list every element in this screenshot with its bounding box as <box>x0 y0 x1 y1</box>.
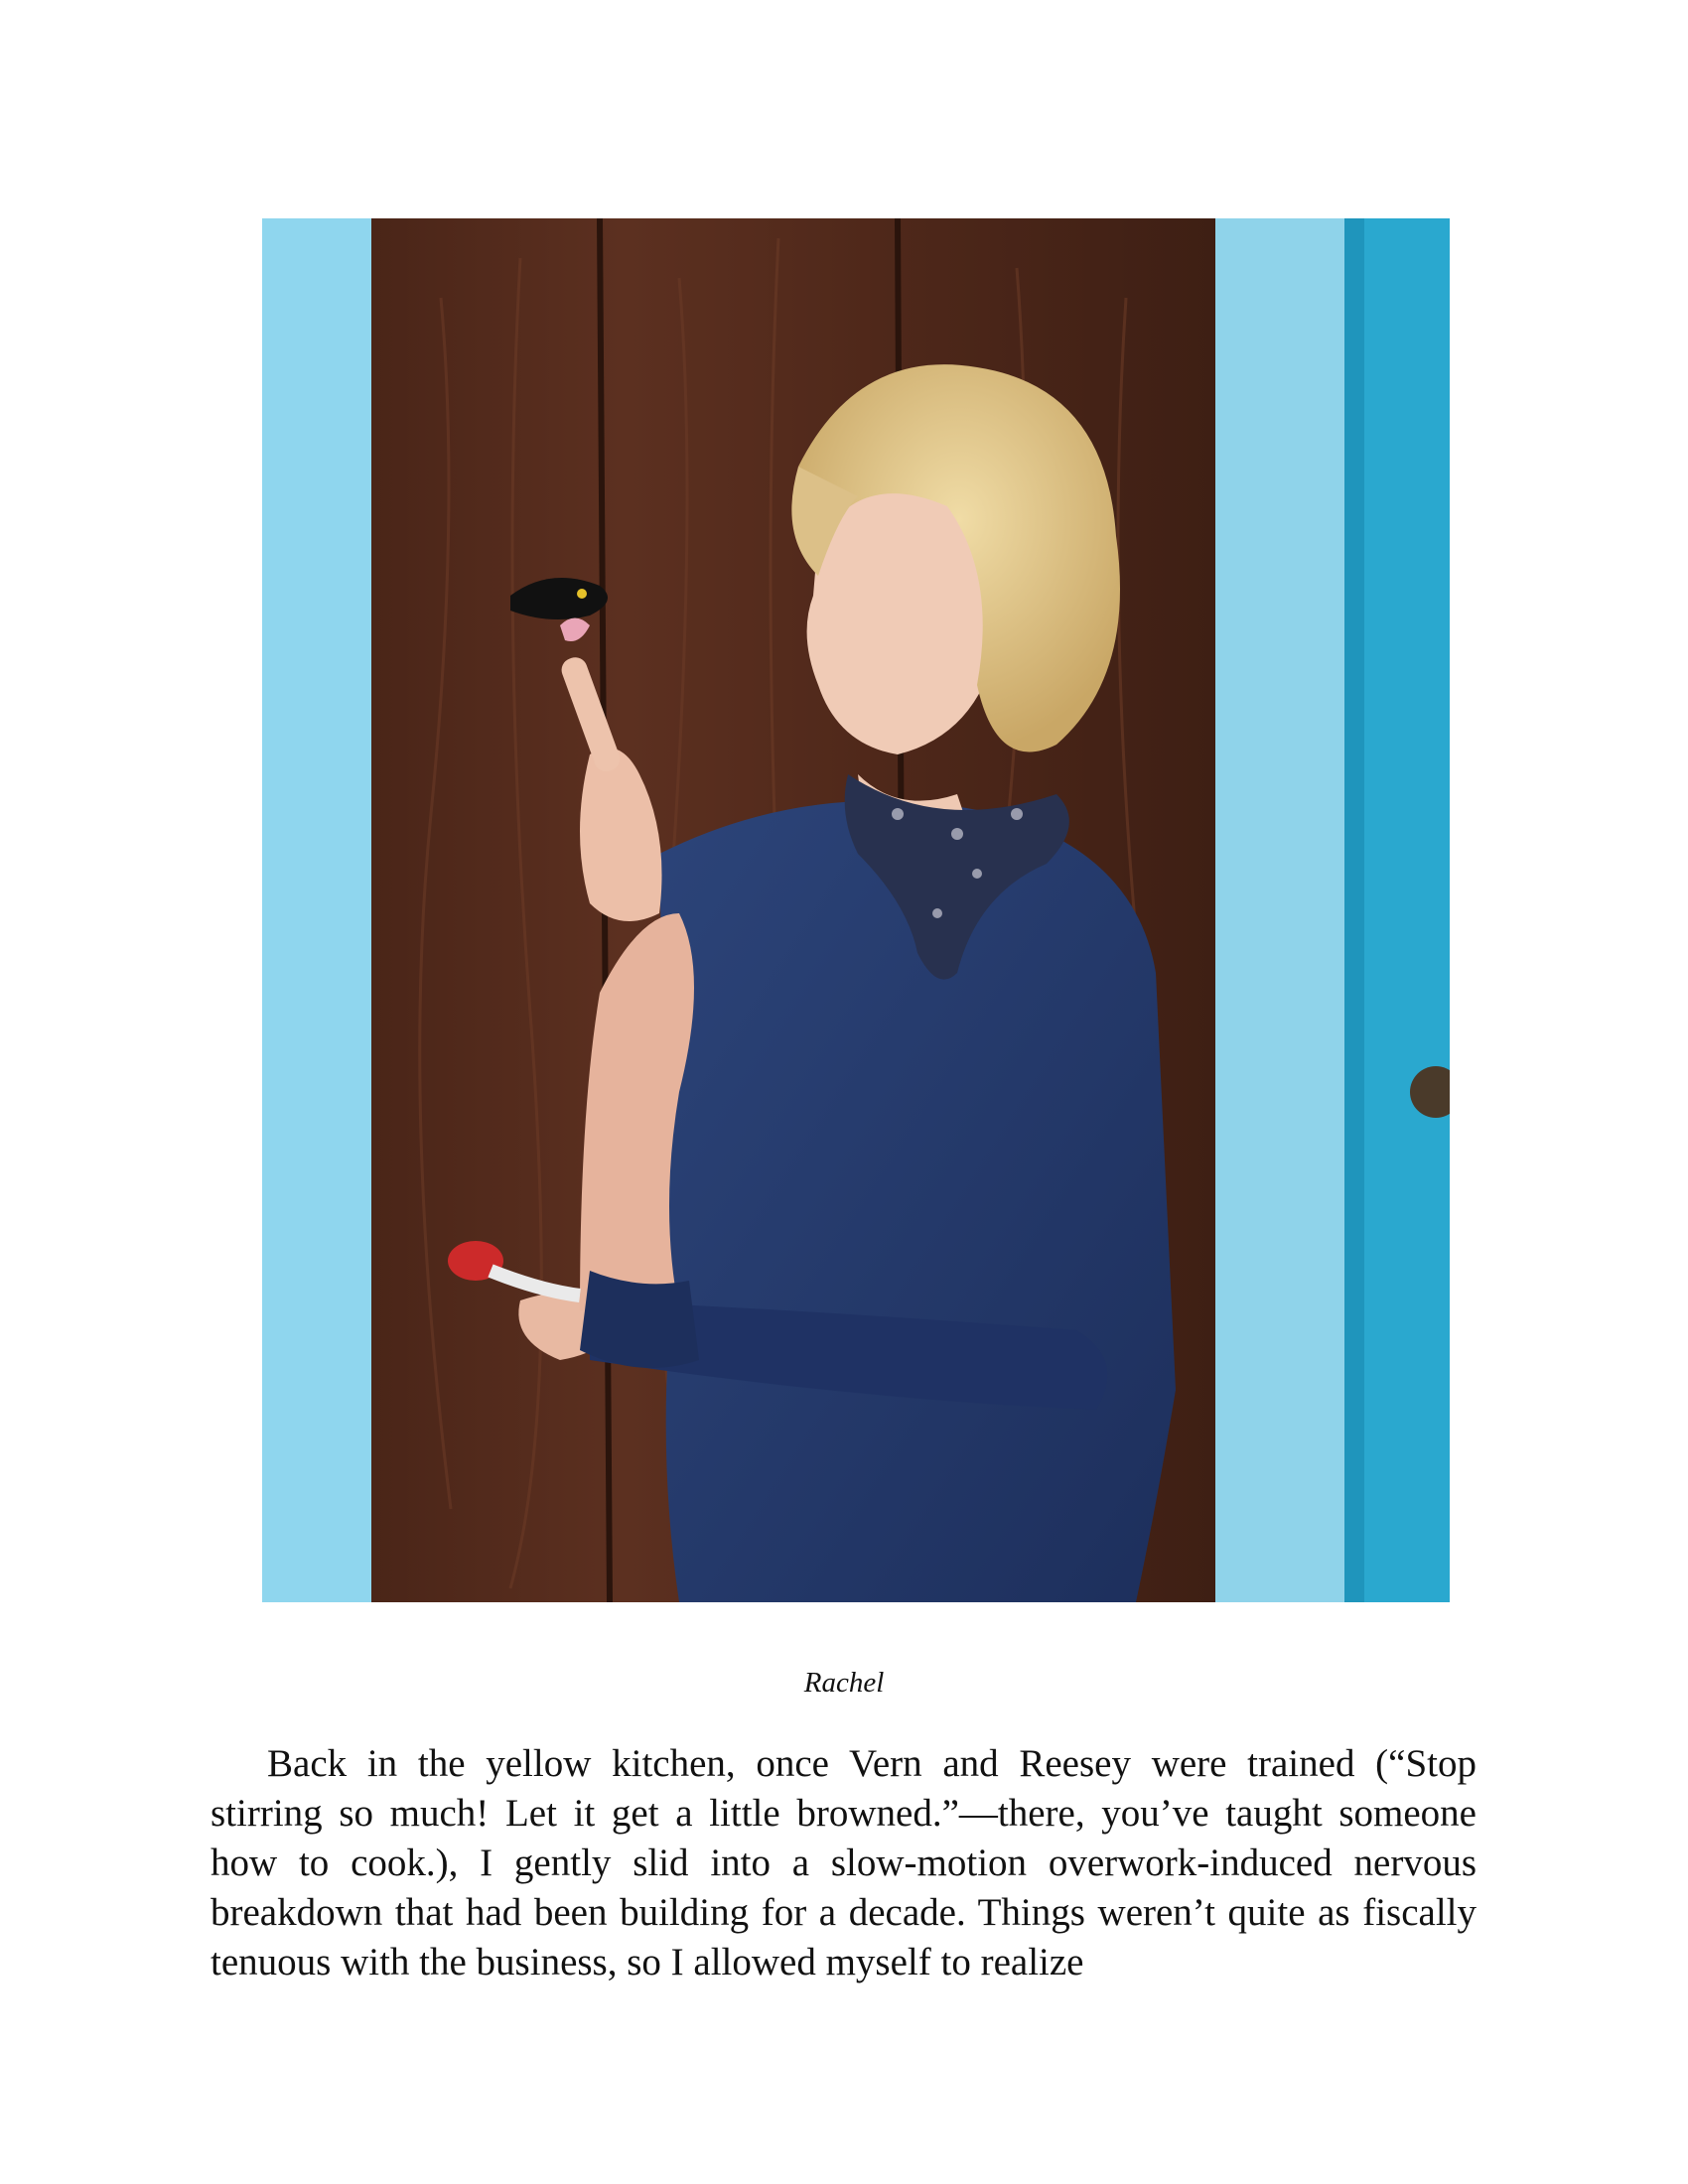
portrait-photo <box>262 218 1450 1602</box>
photo-caption: Rachel <box>803 1667 885 1699</box>
body-paragraph: Back in the yellow kitchen, once Vern and Reesey were trained (“Stop stirring so much! Let it get a little browned.”—there, you’ve taught someone how to cook.), I gently slid into a slow-motion overwork-induced nervous breakdown that had been building for a decade. Things weren’t quite as fiscally tenuous with the business, so I allowed myself to realize <box>211 1742 1477 1983</box>
